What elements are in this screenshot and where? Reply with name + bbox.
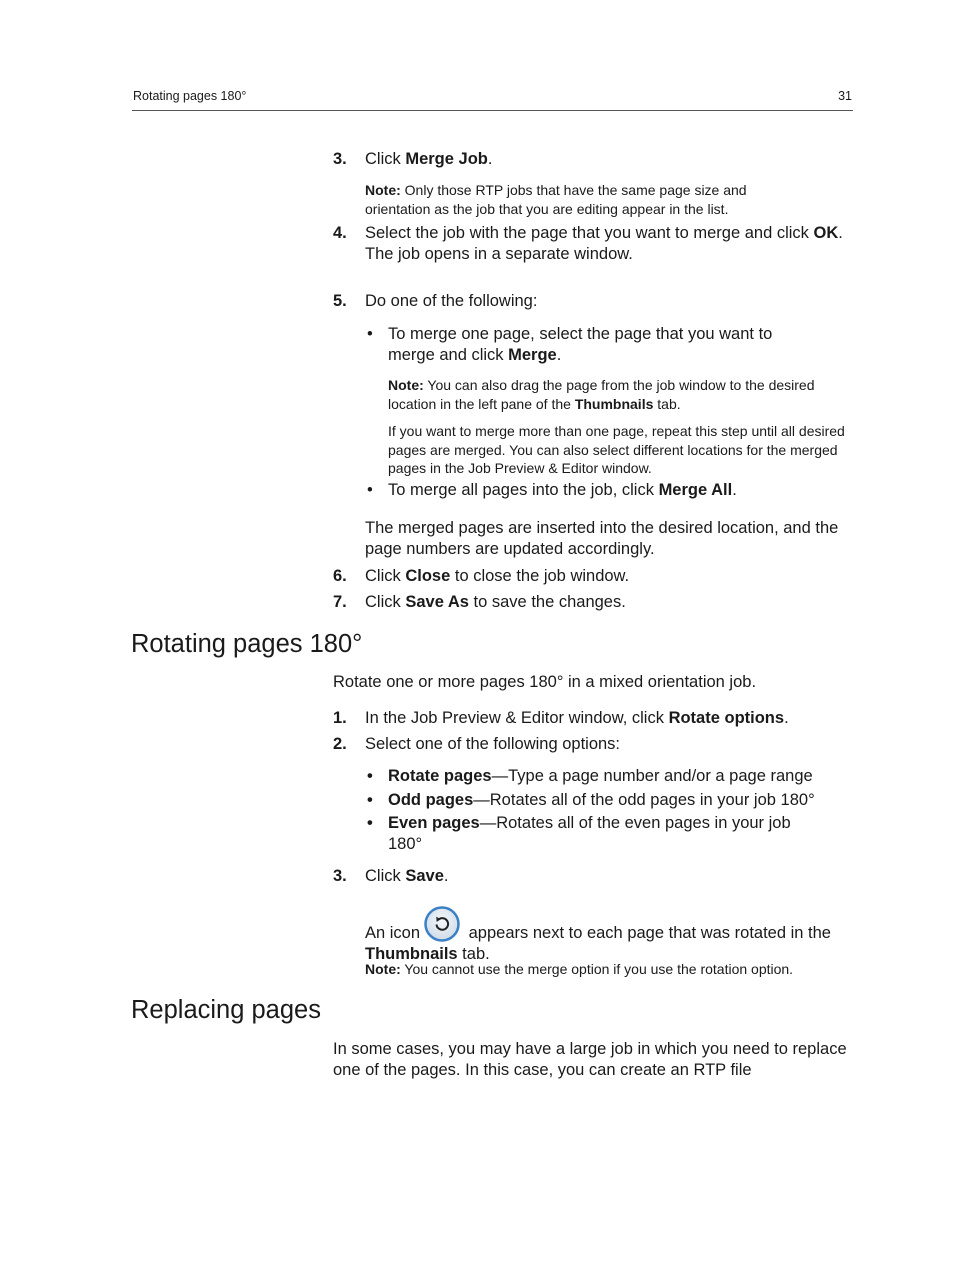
text-run: Click [365,867,406,885]
text-run: —Rotates all of the even pages in your job 180° [388,814,791,853]
ui-term: Save As [405,593,469,611]
icon-explanation [365,906,845,965]
ui-term: Close [405,567,451,585]
section-heading: Rotating pages 180° [131,630,363,658]
ui-term: Rotate pages [388,767,492,785]
text-run: Click [365,593,406,611]
text-run: Select the job with the page that you want to merge and click [365,224,814,242]
step-number: 7. [333,593,347,611]
step-text: Do one of the following: [365,292,538,310]
bullet: • [367,481,373,499]
section-heading: Replacing pages [131,996,321,1024]
text-run: To merge all pages into the job, click [388,481,659,499]
text-run: —Type a page number and/or a page range [491,767,813,785]
step-result: The job opens in a separate window. [365,245,633,263]
bullet-text [388,480,858,501]
text-run: . [784,709,789,727]
note [388,376,858,414]
ui-term: Even pages [388,814,480,832]
paragraph: The merged pages are inserted into the desired location, and the page numbers are updated accordingly. [365,519,839,558]
text-run: In the Job Preview & Editor window, click [365,709,669,727]
rotated-page-icon [424,906,460,942]
ui-term: Thumbnails [365,945,458,963]
text-run: tab. [457,945,490,963]
ui-term: Merge Job [405,150,488,168]
step-text [365,149,855,170]
step-number: 5. [333,292,347,310]
note-label: Note: [388,377,424,393]
text-run: . [487,150,493,168]
text-run: to save the changes. [468,593,626,611]
ui-term: Rotate options [668,709,785,727]
text-run: . [838,224,843,242]
text-run: —Rotates all of the odd pages in your job 180° [473,791,815,809]
option-text [388,790,858,811]
option-text [388,766,858,787]
ui-term: OK [813,224,839,242]
text-run: Click [365,150,406,168]
text-run: . [443,867,449,885]
bullet: • [367,325,373,343]
step-text [365,866,855,887]
section-intro: Rotate one or more pages 180° in a mixed orientation job. [333,673,757,691]
ui-term: Merge [508,346,557,364]
note-text: You can also drag the page from the job window to the desired location in the left pane of the [388,377,815,412]
running-title: Rotating pages 180° [133,89,247,103]
text-run: appears next to each page that was rotated in the [464,924,831,942]
note-extra: If you want to merge more than one page, repeat this step until all desired pages are merged. You can also select different locations for the merged pages in the Job Preview & Editor window. [388,423,845,476]
step-number: 6. [333,567,347,585]
bullet: • [367,814,373,832]
step-text [365,566,855,587]
page-number: 31 [838,89,852,103]
step-number: 3. [333,867,347,885]
step-text [365,708,855,729]
note-text: Only those RTP jobs that have the same page size and orientation as the job that you are editing appear in the list. [365,182,747,217]
option-text [388,813,828,855]
text-run: to close the job window. [450,567,630,585]
step-text [365,592,855,613]
text-run: An icon [365,924,421,942]
step-text [365,223,855,265]
ui-term: Thumbnails [574,396,654,412]
bullet-text [388,324,818,366]
note-label: Note: [365,961,401,977]
bullet: • [367,767,373,785]
note [365,181,795,219]
ui-term: Merge All [658,481,733,499]
step-text: Select one of the following options: [365,735,621,753]
ui-term: Save [405,867,444,885]
text-run: Click [365,567,406,585]
note-label: Note: [365,182,401,198]
step-number: 2. [333,735,347,753]
ui-term: Odd pages [388,791,474,809]
bullet: • [367,791,373,809]
step-number: 1. [333,709,347,727]
text-run: To merge one page, select the page that you want to merge and click [388,325,773,364]
text-run: . [556,346,562,364]
text-run: . [732,481,737,499]
step-number: 3. [333,150,347,168]
note-text: You cannot use the merge option if you use the rotation option. [400,961,794,977]
page-header [132,88,853,111]
section-intro: In some cases, you may have a large job in which you need to replace one of the pages. In this case, you can create an RTP file [333,1040,847,1079]
note-text: tab. [653,396,681,412]
step-number: 4. [333,224,347,242]
note [365,960,855,979]
